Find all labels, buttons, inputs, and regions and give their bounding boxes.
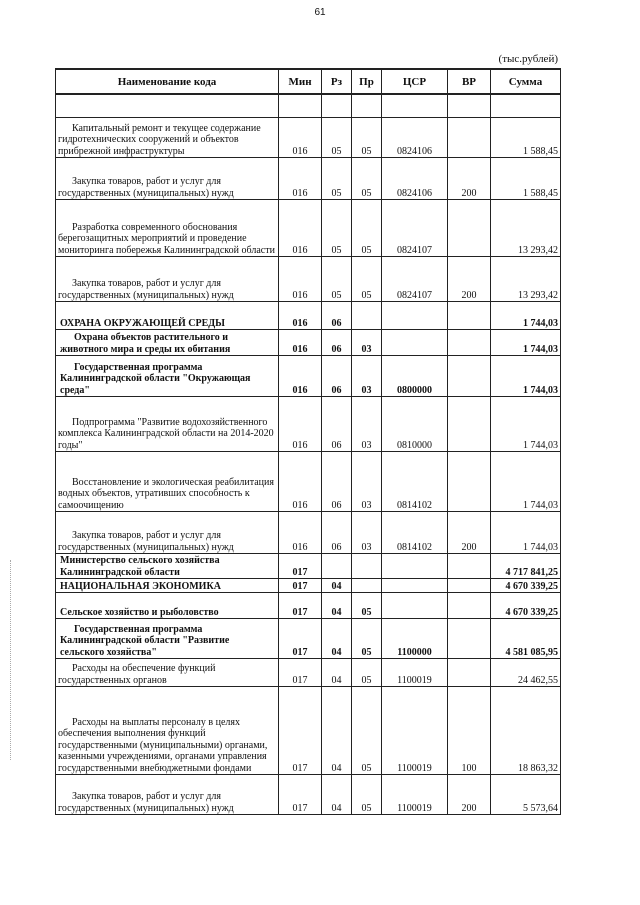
- table-row: [56, 775, 561, 815]
- row-min: 016: [279, 200, 322, 257]
- row-sum: 24 462,55: [491, 659, 561, 687]
- row-rz: 06: [322, 302, 352, 330]
- row-sum: 5 573,64: [491, 775, 561, 815]
- scan-margin-line: [10, 560, 12, 760]
- row-min: 017: [279, 593, 322, 619]
- row-pr: [352, 302, 382, 330]
- row-pr: 03: [352, 452, 382, 512]
- row-csr: 0824106: [382, 118, 448, 158]
- row-name: Государственная программа Калининградской области "Развитие сельского хозяйства": [56, 619, 279, 659]
- row-pr: 03: [352, 512, 382, 554]
- row-vr: [448, 579, 491, 593]
- row-pr: 05: [352, 687, 382, 775]
- row-rz: [322, 554, 352, 579]
- row-pr: 05: [352, 158, 382, 200]
- row-pr: 05: [352, 659, 382, 687]
- row-vr: [448, 200, 491, 257]
- row-vr: 200: [448, 512, 491, 554]
- row-vr: [448, 356, 491, 397]
- col-header-min: Мин: [279, 69, 322, 94]
- row-min: 016: [279, 302, 322, 330]
- table-row: [56, 554, 561, 579]
- row-pr: 05: [352, 118, 382, 158]
- row-name: Подпрограмма "Развитие водохозяйственного комплекса Калининградской области на 2014-2020 годы": [56, 397, 279, 452]
- table-row: [56, 200, 561, 257]
- row-sum: 1 744,03: [491, 356, 561, 397]
- row-sum: 1 744,03: [491, 302, 561, 330]
- col-header-name: Наименование кода: [56, 69, 279, 94]
- row-name: НАЦИОНАЛЬНАЯ ЭКОНОМИКА: [56, 579, 279, 593]
- row-name: Закупка товаров, работ и услуг для государственных (муниципальных) нужд: [56, 512, 279, 554]
- table-row: [56, 397, 561, 452]
- table-row: [56, 330, 561, 356]
- row-rz: 05: [322, 257, 352, 302]
- row-pr: 05: [352, 257, 382, 302]
- row-vr: [448, 118, 491, 158]
- row-sum: 13 293,42: [491, 200, 561, 257]
- row-csr: [382, 579, 448, 593]
- row-name: Сельское хозяйство и рыболовство: [56, 593, 279, 619]
- row-vr: [448, 619, 491, 659]
- row-sum: 4 717 841,25: [491, 554, 561, 579]
- col-header-rz: Рз: [322, 69, 352, 94]
- budget-table: [55, 68, 561, 815]
- row-rz: 06: [322, 356, 352, 397]
- row-csr: 1100019: [382, 775, 448, 815]
- row-rz: 04: [322, 659, 352, 687]
- row-name: Закупка товаров, работ и услуг для государственных (муниципальных) нужд: [56, 775, 279, 815]
- row-rz: 06: [322, 397, 352, 452]
- row-rz: 06: [322, 452, 352, 512]
- row-rz: 04: [322, 579, 352, 593]
- row-pr: 03: [352, 397, 382, 452]
- row-csr: [382, 554, 448, 579]
- col-header-csr: ЦСР: [382, 69, 448, 94]
- row-vr: 200: [448, 257, 491, 302]
- row-min: 016: [279, 257, 322, 302]
- table-row: [56, 452, 561, 512]
- table-row: [56, 356, 561, 397]
- row-csr: [382, 302, 448, 330]
- row-rz: 05: [322, 158, 352, 200]
- row-rz: 04: [322, 775, 352, 815]
- row-csr: 0800000: [382, 356, 448, 397]
- row-vr: [448, 330, 491, 356]
- row-min: 017: [279, 775, 322, 815]
- row-pr: 05: [352, 200, 382, 257]
- table-row: [56, 257, 561, 302]
- row-vr: [448, 452, 491, 512]
- row-min: 017: [279, 659, 322, 687]
- row-name: Закупка товаров, работ и услуг для государственных (муниципальных) нужд: [56, 158, 279, 200]
- row-pr: 03: [352, 356, 382, 397]
- table-row: [56, 579, 561, 593]
- row-csr: 1100000: [382, 619, 448, 659]
- row-csr: 0824107: [382, 200, 448, 257]
- row-min: 017: [279, 554, 322, 579]
- table-row: [56, 302, 561, 330]
- row-min: 017: [279, 687, 322, 775]
- row-min: 016: [279, 330, 322, 356]
- row-min: 017: [279, 619, 322, 659]
- row-vr: 200: [448, 158, 491, 200]
- col-header-vr: ВР: [448, 69, 491, 94]
- row-min: 016: [279, 452, 322, 512]
- row-pr: [352, 579, 382, 593]
- table-header-row: [56, 69, 561, 94]
- row-csr: [382, 593, 448, 619]
- spacer-row: [56, 94, 561, 118]
- row-name: Восстановление и экологическая реабилитация водных объектов, утративших способность к самоочищению: [56, 452, 279, 512]
- row-sum: 4 581 085,95: [491, 619, 561, 659]
- row-name: Министерство сельского хозяйства Калининградской области: [56, 554, 279, 579]
- row-rz: 05: [322, 118, 352, 158]
- row-min: 016: [279, 158, 322, 200]
- row-sum: 4 670 339,25: [491, 579, 561, 593]
- row-pr: 05: [352, 593, 382, 619]
- row-rz: 06: [322, 512, 352, 554]
- row-rz: 04: [322, 619, 352, 659]
- row-vr: [448, 302, 491, 330]
- row-min: 016: [279, 118, 322, 158]
- row-csr: 0814102: [382, 452, 448, 512]
- row-pr: [352, 554, 382, 579]
- row-pr: 05: [352, 619, 382, 659]
- row-name: Расходы на выплаты персоналу в целях обеспечения выполнения функций государственными (муниципальными) органами, казенными учреждениями, органами управления государственными внебюджетными фондами: [56, 687, 279, 775]
- row-sum: 13 293,42: [491, 257, 561, 302]
- row-rz: 04: [322, 687, 352, 775]
- row-csr: 1100019: [382, 659, 448, 687]
- row-min: 016: [279, 512, 322, 554]
- row-min: 016: [279, 397, 322, 452]
- row-vr: 200: [448, 775, 491, 815]
- unit-label: (тыс.рублей): [498, 53, 558, 65]
- row-sum: 1 744,03: [491, 330, 561, 356]
- table-row: [56, 512, 561, 554]
- row-sum: 4 670 339,25: [491, 593, 561, 619]
- row-name: Расходы на обеспечение функций государственных органов: [56, 659, 279, 687]
- col-header-pr: Пр: [352, 69, 382, 94]
- table-row: [56, 659, 561, 687]
- row-rz: 05: [322, 200, 352, 257]
- row-name: Разработка современного обоснования берегозащитных мероприятий и проведение мониторинга побережья Калининградской области: [56, 200, 279, 257]
- row-vr: [448, 397, 491, 452]
- table-row: [56, 158, 561, 200]
- row-vr: [448, 554, 491, 579]
- table-row: [56, 118, 561, 158]
- row-csr: 1100019: [382, 687, 448, 775]
- row-sum: 1 588,45: [491, 118, 561, 158]
- row-name: Государственная программа Калининградской области "Окружающая среда": [56, 356, 279, 397]
- row-sum: 18 863,32: [491, 687, 561, 775]
- row-min: 017: [279, 579, 322, 593]
- row-name: Закупка товаров, работ и услуг для государственных (муниципальных) нужд: [56, 257, 279, 302]
- row-vr: 100: [448, 687, 491, 775]
- table-row: [56, 593, 561, 619]
- row-rz: 06: [322, 330, 352, 356]
- row-csr: 0824107: [382, 257, 448, 302]
- row-pr: 05: [352, 775, 382, 815]
- row-min: 016: [279, 356, 322, 397]
- page-number: 61: [314, 7, 326, 18]
- table-row: [56, 619, 561, 659]
- row-name: Капитальный ремонт и текущее содержание гидротехнических сооружений и объектов прибрежной инфраструктуры: [56, 118, 279, 158]
- row-vr: [448, 659, 491, 687]
- row-name: Охрана объектов растительного и животного мира и среды их обитания: [56, 330, 279, 356]
- row-csr: 0814102: [382, 512, 448, 554]
- row-sum: 1 744,03: [491, 397, 561, 452]
- row-sum: 1 588,45: [491, 158, 561, 200]
- row-csr: 0824106: [382, 158, 448, 200]
- row-name: ОХРАНА ОКРУЖАЮЩЕЙ СРЕДЫ: [56, 302, 279, 330]
- col-header-sum: Сумма: [491, 69, 561, 94]
- row-csr: 0810000: [382, 397, 448, 452]
- row-pr: 03: [352, 330, 382, 356]
- row-csr: [382, 330, 448, 356]
- row-sum: 1 744,03: [491, 512, 561, 554]
- row-sum: 1 744,03: [491, 452, 561, 512]
- row-vr: [448, 593, 491, 619]
- row-rz: 04: [322, 593, 352, 619]
- table-row: [56, 687, 561, 775]
